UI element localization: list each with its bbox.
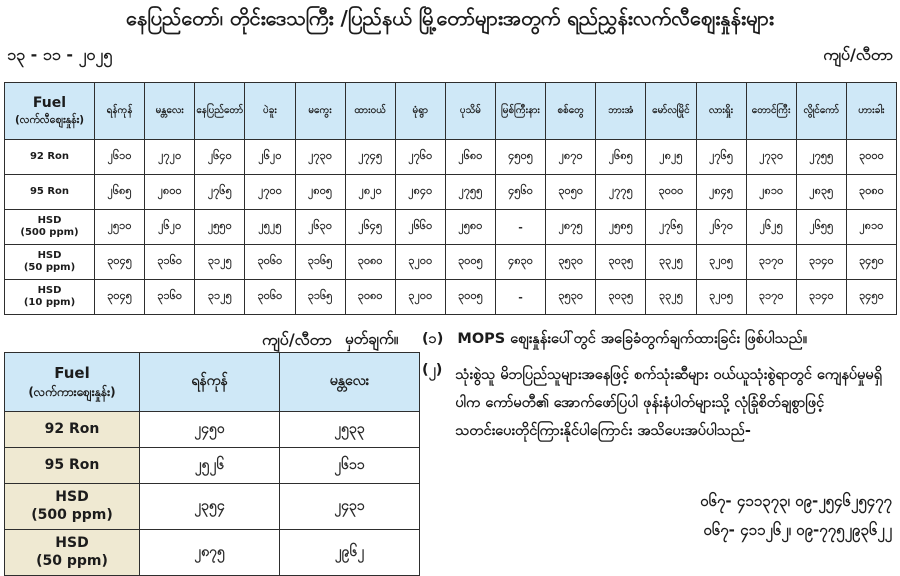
price-cell: ၃၀၀၀ (646, 175, 696, 210)
price-cell: ၂၆၅၅ (796, 210, 846, 245)
city-header: မုံရွာ (395, 83, 445, 140)
price-cell: ၃၁၄၀ (796, 280, 846, 315)
fuel-column-header: Fuel (လက်ကားစျေးနှုန်း) (5, 353, 140, 412)
price-cell: ၂၈၄၀ (395, 175, 445, 210)
price-cell: ၃၀၅၀ (546, 175, 596, 210)
price-cell: ၂၇၆၀ (395, 140, 445, 175)
price-cell: ၂၈၄၅ (696, 175, 746, 210)
fuel-row-label: HSD (50 ppm) (5, 530, 140, 576)
city-header: ရန်ကုန် (95, 83, 145, 140)
price-cell: ၂၇၅၅ (796, 140, 846, 175)
fuel-row-label: HSD (50 ppm) (5, 245, 95, 280)
price-cell: ၂၇၂၀ (145, 140, 195, 175)
note-text: MOPS စျေးနှုန်းပေါ်တွင် အခြေခံတွက်ချက်ထားခြင်း ဖြစ်ပါသည်။ (457, 331, 808, 347)
price-cell: ၂၈၂၅ (646, 140, 696, 175)
price-cell: ၂၇၃၀ (746, 140, 796, 175)
fuel-row-label: HSD (500 ppm) (5, 210, 95, 245)
price-cell: ၂၆၁၀ (95, 140, 145, 175)
price-cell: ၂၆၇၀ (696, 210, 746, 245)
price-cell: ၃၁၇၀ (746, 280, 796, 315)
price-cell: ၂၆၄၀ (195, 140, 245, 175)
price-cell: ၂၅၈၀ (445, 210, 495, 245)
price-cell: ၂၇၆၅ (696, 140, 746, 175)
price-cell: ၃၀၄၅ (95, 245, 145, 280)
price-cell: ၃၂၀၅ (696, 245, 746, 280)
city-header: ရန်ကုန် (140, 353, 280, 412)
price-cell: ၂၇၇၅ (596, 175, 646, 210)
price-cell: ၃၀၈၀ (345, 280, 395, 315)
city-header: လွိုင်ကော် (796, 83, 846, 140)
price-cell: ၃၀၀၅ (445, 245, 495, 280)
price-cell: ၃၀၈၀ (846, 175, 896, 210)
price-cell: ၃၂၀၀ (395, 280, 445, 315)
meta-row (0, 44, 900, 68)
note-number: (၁) (422, 331, 444, 347)
price-cell: ၂၆၂၅ (746, 210, 796, 245)
price-cell: ၃၀၀၀ (846, 140, 896, 175)
price-cell: ၃၁၂၅ (195, 280, 245, 315)
price-cell: ၂၅၂၆ (140, 448, 280, 484)
city-header: ပဲခူး (245, 83, 295, 140)
price-cell: ၂၈၇၅ (546, 210, 596, 245)
city-header: တောင်ကြီး (746, 83, 796, 140)
price-cell: ၃၄၅၀ (846, 245, 896, 280)
price-cell: ၂၇၃၀ (295, 140, 345, 175)
fuel-row-label: 92 Ron (5, 412, 140, 448)
city-header: မန္တလေး (280, 353, 420, 412)
notes-label: မှတ်ချက်။ (345, 330, 399, 348)
city-header: ဘားအံ (596, 83, 646, 140)
price-cell: - (496, 210, 546, 245)
price-cell: ၂၅၅၀ (195, 210, 245, 245)
fuel-row-label: 95 Ron (5, 448, 140, 484)
price-cell: ၃၂၀၀ (395, 245, 445, 280)
hotline-phone-numbers (700, 487, 892, 545)
city-header: စစ်တွေ (546, 83, 596, 140)
price-cell: ၂၈၂၀ (345, 175, 395, 210)
fuel-row-label: 95 Ron (5, 175, 95, 210)
note-number: (၂) (422, 362, 443, 378)
price-cell: ၂၆၈၅ (95, 175, 145, 210)
price-cell: ၃၅၃၀ (546, 245, 596, 280)
fuel-row-label: HSD (500 ppm) (5, 484, 140, 530)
price-cell: ၂၆၈၅ (596, 140, 646, 175)
price-cell: ၃၁၆၅ (295, 245, 345, 280)
price-cell: ၃၄၅၀ (846, 280, 896, 315)
price-cell: ၂၈၇၀ (546, 140, 596, 175)
price-cell: ၃၀၀၅ (445, 280, 495, 315)
price-cell: ၂၈၇၅ (140, 530, 280, 576)
price-cell: ၂၆၃၀ (295, 210, 345, 245)
price-cell: ၂၄၅၀ (140, 412, 280, 448)
price-cell: ၂၃၅၄ (140, 484, 280, 530)
note-text: သုံးစွဲသူ မိဘပြည်သူများအနေဖြင့် စက်သုံးဆီများ ဝယ်ယူသုံးစွဲရာတွင် ကျေနပ်မှုမရှိပါက ကော်မတီ၏ အောက်ဖော်ပြပါ ဖုန်းနံပါတ်များသို့ လုံခြုံစိတ်ချစွာဖြင့် သတင်းပေးတိုင်ကြားနိုင်ပါကြောင်း အသိပေးအပ်ပါသည်- (455, 367, 883, 439)
price-cell: ၄၈၃၀ (496, 245, 546, 280)
price-cell: ၃၃၂၅ (646, 280, 696, 315)
page-title: နေပြည်တော်၊ တိုင်းဒေသကြီး /ပြည်နယ် မြို့တော်များအတွက် ရည်ညွှန်းလက်လီစျေးနှုန်းများ (126, 6, 774, 30)
price-cell: ၂၄၃၁ (280, 484, 420, 530)
price-cell: ၂၆၄၅ (345, 210, 395, 245)
price-cell: ၂၇၄၅ (345, 140, 395, 175)
price-cell: ၂၈၀၀ (145, 175, 195, 210)
price-cell: ၂၇၆၅ (646, 210, 696, 245)
price-cell: ၂၈၁၀ (846, 210, 896, 245)
price-cell: ၂၆၂၀ (145, 210, 195, 245)
price-cell: ၃၂၀၅ (696, 280, 746, 315)
city-header: လားရှိုး (696, 83, 746, 140)
price-cell: ၂၇၀၀ (245, 175, 295, 210)
price-cell: ၂၈၀၅ (295, 175, 345, 210)
phone-line: ၀၆၇- ၄၁၁၂၆၂၊ ၀၉-၇၇၅၂၉၃၆၂၂ (703, 521, 892, 539)
price-cell: ၂၆၂၀ (245, 140, 295, 175)
price-cell: ၂၇၆၅ (195, 175, 245, 210)
city-header: မြစ်ကြီးနား (496, 83, 546, 140)
city-header: ပုသိမ် (445, 83, 495, 140)
date-label: ၁၃ - ၁၁ - ၂၀၂၅ (7, 45, 113, 64)
price-cell: ၂၆၁၁ (280, 448, 420, 484)
city-header: နေပြည်တော် (195, 83, 245, 140)
price-cell: ၂၆၆၀ (395, 210, 445, 245)
fuel-column-header: Fuel (လက်လီစျေးနှုန်း) (5, 83, 95, 140)
unit-label-bottom: ကျပ်/လီတာ (262, 330, 332, 349)
price-cell: ၂၅၈၅ (596, 210, 646, 245)
price-cell: ၂၇၅၅ (445, 175, 495, 210)
city-header: မကွေး (295, 83, 345, 140)
city-header: ထားဝယ် (345, 83, 395, 140)
price-cell: ၃၀၆၀ (245, 245, 295, 280)
city-header: မန္တလေး (145, 83, 195, 140)
price-cell: ၃၀၃၅ (596, 245, 646, 280)
retail-table (4, 82, 897, 315)
price-cell: ၄၅၆၀ (496, 175, 546, 210)
unit-label-top: ကျပ်/လီတာ (823, 45, 893, 64)
fuel-row-label: HSD (10 ppm) (5, 280, 95, 315)
price-cell: ၂၅၁၀ (95, 210, 145, 245)
price-cell: ၃၁၂၅ (195, 245, 245, 280)
price-cell: ၃၀၃၅ (596, 280, 646, 315)
price-cell: ၃၀၄၅ (95, 280, 145, 315)
price-cell: ၂၈၁၀ (746, 175, 796, 210)
price-cell: ၂၉၆၂ (280, 530, 420, 576)
price-cell: ၃၁၇၀ (746, 245, 796, 280)
price-cell: ၃၁၆၀ (145, 280, 195, 315)
wholesale-table (4, 352, 420, 576)
note-item-2 (422, 361, 894, 445)
city-header: မော်လမြိုင် (646, 83, 696, 140)
price-cell: ၃၀၆၀ (245, 280, 295, 315)
fuel-row-label: 92 Ron (5, 140, 95, 175)
note-item-1 (422, 330, 807, 351)
price-cell: ၃၁၆၀ (145, 245, 195, 280)
price-cell: ၃၀၈၀ (345, 245, 395, 280)
price-cell: ၃၅၃၀ (546, 280, 596, 315)
price-cell: ၂၅၃၃ (280, 412, 420, 448)
price-cell: ၄၅၀၅ (496, 140, 546, 175)
price-cell: ၂၅၂၅ (245, 210, 295, 245)
price-cell: ၂၈၃၅ (796, 175, 846, 210)
price-cell: ၃၁၆၅ (295, 280, 345, 315)
phone-line: ၀၆၇- ၄၁၁၃၇၃၊ ၀၉-၂၅၄၆၂၅၄၇၇ (700, 492, 892, 510)
price-cell: ၃၁၄၀ (796, 245, 846, 280)
price-cell: ၃၃၂၅ (646, 245, 696, 280)
price-cell: - (496, 280, 546, 315)
price-cell: ၂၆၈၀ (445, 140, 495, 175)
city-header: ဟားခါး (846, 83, 896, 140)
